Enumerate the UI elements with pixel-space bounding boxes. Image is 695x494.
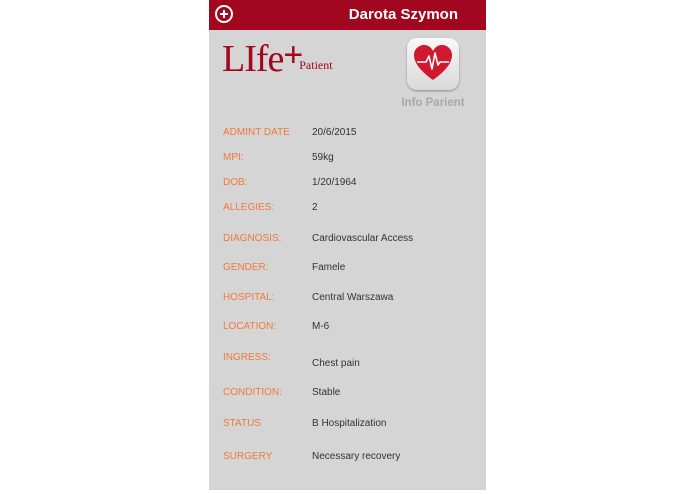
field-value: 2 — [312, 202, 318, 213]
field-value: M-6 — [312, 321, 330, 332]
field-label: DIAGNOSIS: — [223, 233, 282, 244]
field-value: 1/20/1964 — [312, 177, 357, 188]
info-patient-label[interactable]: Info Parient — [401, 97, 465, 109]
field-value: Cardiovascular Access — [312, 233, 414, 244]
field-value: Famele — [312, 262, 346, 273]
field-label: MPI: — [223, 152, 244, 163]
bottom-edge — [209, 490, 486, 494]
heart-icon — [413, 45, 453, 83]
field-label: ALLEGIES: — [223, 202, 275, 213]
field-label: ADMINT DATE — [223, 127, 290, 138]
app-logo — [222, 36, 337, 80]
patient-name: Darota Szymon — [348, 6, 458, 23]
field-value: Central Warszawa — [312, 292, 394, 303]
field-value: Stable — [312, 387, 341, 398]
top-bar — [209, 0, 486, 30]
field-value: Chest pain — [312, 358, 360, 369]
field-label: INGRESS: — [223, 352, 271, 363]
field-label: CONDITION: — [223, 387, 282, 398]
field-value: 20/6/2015 — [312, 127, 357, 138]
logo-text: LIfe — [222, 38, 284, 80]
logo-plus: + — [283, 36, 304, 74]
field-value: Necessary recovery — [312, 451, 401, 462]
field-label: SURGERY — [223, 451, 273, 462]
logo-subtitle: Patient — [299, 58, 333, 72]
field-label: STATUS — [223, 418, 261, 429]
heart-pulse-icon[interactable] — [407, 38, 459, 90]
field-label: LOCATION: — [223, 321, 277, 332]
field-value: 59kg — [312, 152, 334, 163]
add-circle-icon[interactable] — [215, 5, 233, 23]
phone-screen — [209, 0, 486, 494]
field-value: B Hospitalization — [312, 418, 387, 429]
field-label: DOB: — [223, 177, 248, 188]
field-label: HOSPITAL: — [223, 292, 275, 303]
field-label: GENDER: — [223, 262, 269, 273]
